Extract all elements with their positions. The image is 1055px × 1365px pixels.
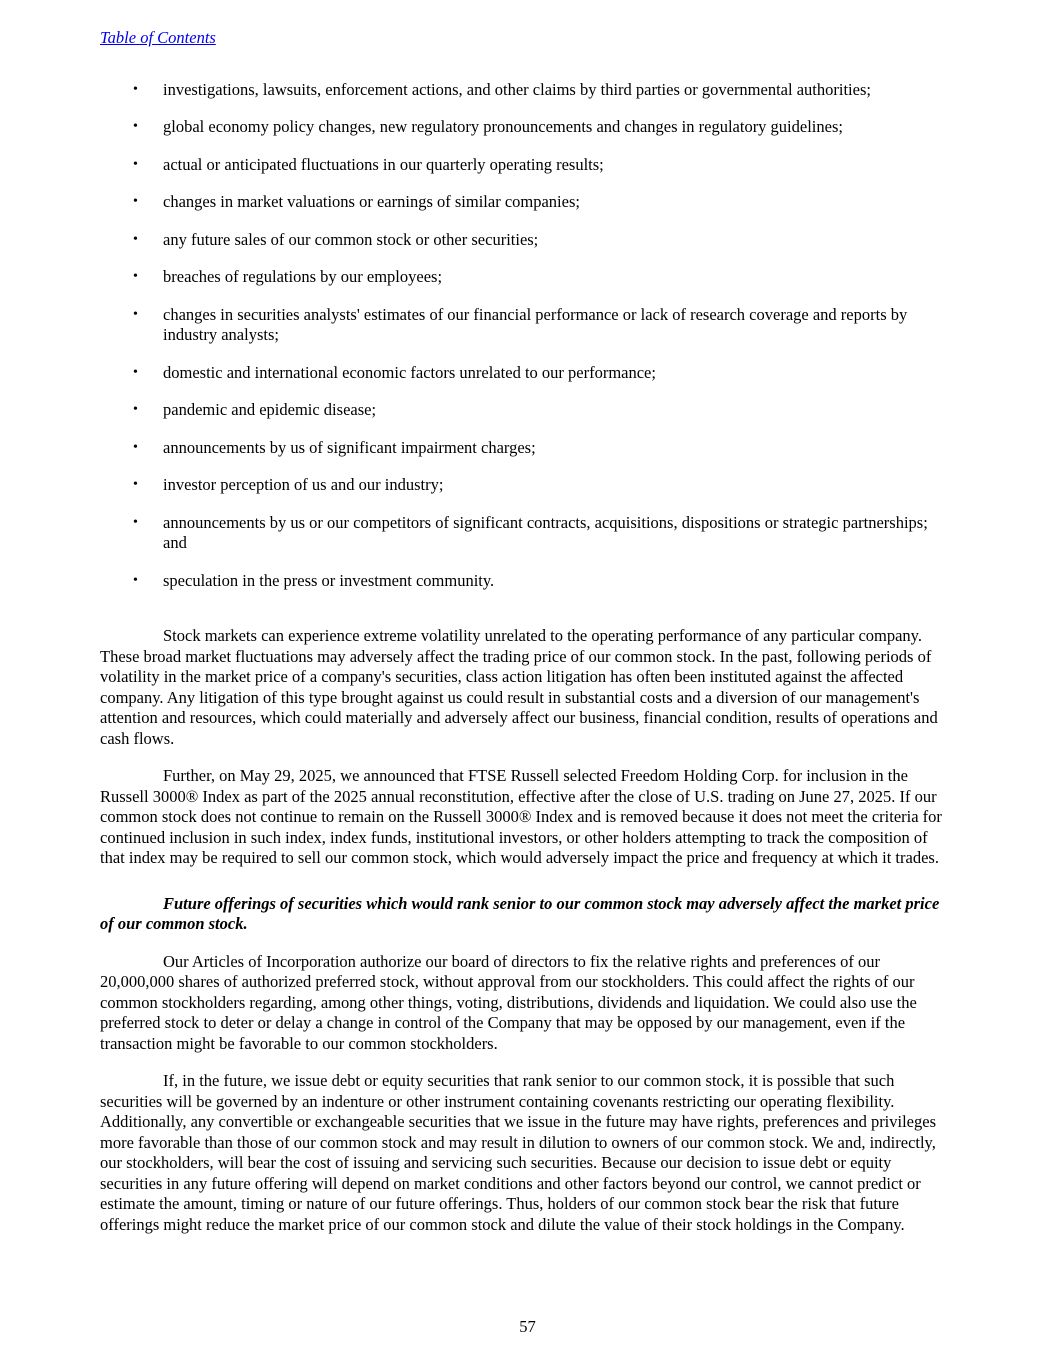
bullet-icon: • bbox=[133, 119, 138, 134]
list-item-text: pandemic and epidemic disease; bbox=[163, 400, 377, 419]
list-item bbox=[100, 117, 955, 138]
risk-factor-bullet-list bbox=[100, 80, 955, 609]
bullet-icon: • bbox=[133, 364, 138, 380]
list-item-text: speculation in the press or investment community. bbox=[163, 570, 495, 590]
list-item-text: investor perception of us and our industry; bbox=[163, 475, 444, 494]
list-item-text: breaches of regulations by our employees; bbox=[163, 267, 443, 286]
paragraph-preferred-stock: Our Articles of Incorporation authorize our board of directors to fix the relative rights and preferences of our 20,000,000 shares of authorized preferred stock, without approval from our stockholders. This could affect the rights of our common stockholders regarding, among other things, voting, distributions, dividends and liquidation. We could also use the preferred stock to deter or delay a change in control of the Company that may be opposed by our management, even if the transaction might be favorable to our common stockholders. bbox=[100, 951, 917, 1053]
list-item bbox=[100, 400, 955, 421]
risk-factor-heading: Future offerings of securities which would rank senior to our common stock may adversely affect the market price of our common stock. bbox=[100, 893, 940, 933]
bullet-icon: • bbox=[133, 439, 138, 455]
paragraph-russell-index: Further, on May 29, 2025, we announced that FTSE Russell selected Freedom Holding Corp. for inclusion in the Russell 3000® Index as part of the 2025 annual reconstitution, effective after the close of U.S. trading on June 27, 2025. If our common stock does not continue to remain on the Russell 3000® Index and is removed because it does not meet the criteria for continued inclusion in such index, index funds, institutional investors, or other holders attempting to track the composition of that index may be required to sell our common stock, which would adversely impact the price and frequency at which it trades. bbox=[100, 766, 942, 867]
list-item bbox=[100, 571, 955, 592]
list-item-text: announcements by us or our competitors of significant contracts, acquisitions, dispositions or strategic partnerships; and bbox=[163, 512, 928, 552]
bullet-icon: • bbox=[133, 572, 138, 588]
table-of-contents-link[interactable]: Table of Contents bbox=[100, 28, 216, 47]
list-item-text: global economy policy changes, new regulatory pronouncements and changes in regulatory guidelines; bbox=[163, 117, 843, 136]
bullet-icon: • bbox=[133, 514, 138, 530]
list-item bbox=[100, 438, 955, 459]
list-item bbox=[100, 80, 955, 101]
list-item bbox=[100, 230, 955, 251]
list-item-text: changes in securities analysts' estimates of our financial performance or lack of research coverage and reports by industry analysts; bbox=[163, 304, 908, 344]
list-item bbox=[100, 267, 955, 288]
list-item bbox=[100, 363, 955, 384]
bullet-icon: • bbox=[133, 81, 138, 97]
list-item bbox=[100, 475, 955, 496]
list-item bbox=[100, 155, 955, 176]
list-item-text: actual or anticipated fluctuations in our quarterly operating results; bbox=[163, 154, 604, 174]
list-item bbox=[100, 305, 955, 346]
page-footer bbox=[100, 1317, 955, 1340]
bullet-icon: • bbox=[133, 402, 138, 417]
list-item-text: announcements by us of significant impairment charges; bbox=[163, 437, 536, 457]
bullet-icon: • bbox=[133, 156, 138, 172]
list-item bbox=[100, 192, 955, 213]
list-item-text: domestic and international economic factors unrelated to our performance; bbox=[163, 362, 656, 382]
paragraph-stock-volatility: Stock markets can experience extreme volatility unrelated to the operating performance of any particular company. These broad market fluctuations may adversely affect the trading price of our common stock. In the past, following periods of volatility in the market price of a company's securities, class action litigation has often been instituted against the affected company. Any litigation of this type brought against us could result in substantial costs and a diversion of our management's attention and resources, which could materially and adversely affect our business, financial condition, results of operations and cash flows. bbox=[100, 626, 938, 748]
list-item-text: investigations, lawsuits, enforcement actions, and other claims by third parties or governmental authorities; bbox=[163, 79, 871, 99]
list-item-text: any future sales of our common stock or other securities; bbox=[163, 229, 539, 249]
bullet-icon: • bbox=[133, 477, 138, 492]
list-item bbox=[100, 513, 955, 554]
bullet-icon: • bbox=[133, 194, 138, 209]
bullet-icon: • bbox=[133, 269, 138, 284]
list-item-text: changes in market valuations or earnings of similar companies; bbox=[163, 192, 580, 211]
paragraph-senior-securities: If, in the future, we issue debt or equity securities that rank senior to our common stock, it is possible that such securities will be governed by an indenture or other instrument containing covenants restricting our operating flexibility. Additionally, any convertible or exchangeable securities that we issue in the future may have rights, preferences and privileges more favorable than those of our common stock and may result in dilution to owners of our common stock. We and, indirectly, our stockholders, will bear the cost of issuing and servicing such securities. Because our decision to issue debt or equity securities in any future offering will depend on market conditions and other factors beyond our control, we cannot predict or estimate the amount, timing or nature of our future offerings. Thus, holders of our common stock bear the risk that future offerings might reduce the market price of our common stock and dilute the value of their stock holdings in the Company. bbox=[100, 1071, 937, 1234]
page-number: 57 bbox=[519, 1316, 536, 1336]
bullet-icon: • bbox=[133, 306, 138, 322]
bullet-icon: • bbox=[133, 231, 138, 247]
